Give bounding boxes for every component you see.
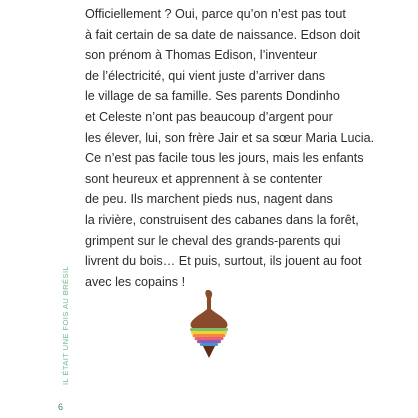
paragraph-line: de peu. Ils marchent pieds nus, nagent dans [85,192,333,207]
paragraph-line: le village de sa famille. Ses parents Dondinho [85,89,340,104]
color-band [190,328,228,331]
paragraph-line: et Celeste n’ont pas beaucoup d’argent pour [85,109,333,124]
paragraph-line: à fait certain de sa date de naissance. Edson doit [85,27,361,42]
color-band [193,334,226,337]
color-band [197,340,221,343]
page-number: 6 [58,402,64,412]
paragraph-line: la rivière, construisent des cabanes dans la forêt, [85,212,359,227]
paragraph-line: Officiellement ? Oui, parce qu’on n’est pas tout [85,7,346,21]
paragraph-line: avec les copains ! [85,274,186,289]
top-handle [205,290,212,310]
top-tip [203,346,215,358]
running-head: IL ÉTAIT UNE FOIS AU BRÉSIL [61,265,70,385]
color-band [191,331,227,334]
spinning-top-icon [186,288,232,360]
paragraph-line: Ce n’est pas facile tous les jours, mais les enfants [85,151,364,166]
body-paragraph [85,4,405,292]
paragraph-line: livrent du bois… Et puis, surtout, ils jouent au foot [85,254,362,269]
paragraph-line: sont heureux et apprennent à se contenter [85,171,323,186]
paragraph-line: de l’électricité, qui vient juste d’arriver dans [85,68,326,83]
color-band [200,343,218,346]
paragraph-line: les élever, lui, son frère Jair et sa sœur Maria Lucia. [85,130,375,145]
paragraph-line: grimpent sur le cheval des grands-parents qui [85,233,341,248]
paragraph-line: son prénom à Thomas Edison, l’inventeur [85,48,318,63]
color-band [195,337,224,340]
top-body [191,309,228,329]
